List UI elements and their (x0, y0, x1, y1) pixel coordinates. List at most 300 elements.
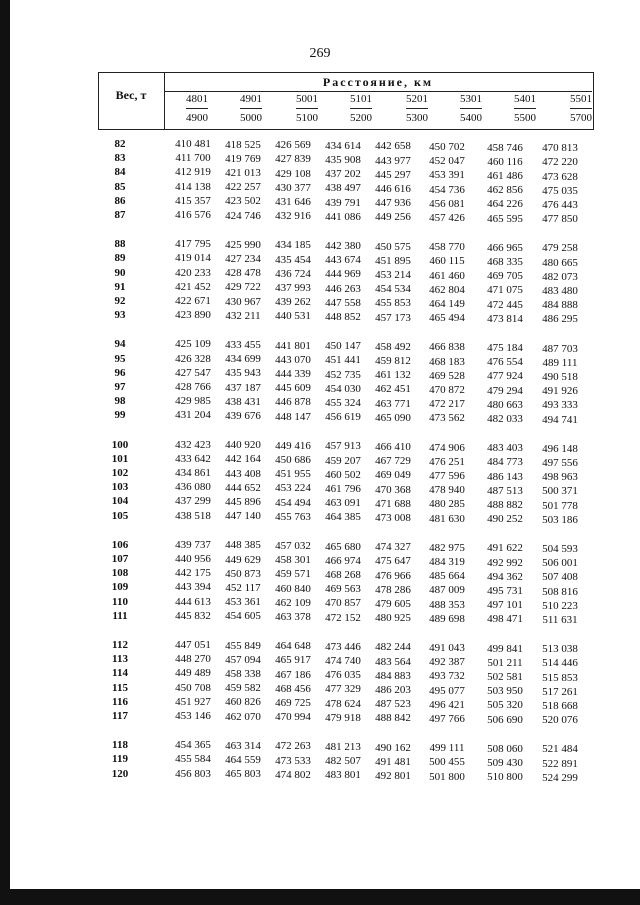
weight-cell: 103 (111, 481, 129, 494)
value-cell: 462 109 (275, 596, 311, 609)
table-row (0, 710, 640, 727)
value-cell: 476 035 (325, 669, 361, 682)
weight-cell: 110 (112, 595, 128, 608)
value-cell: 469 049 (375, 469, 411, 482)
value-cell: 454 365 (175, 739, 211, 752)
value-cell: 479 918 (325, 711, 361, 724)
value-cell: 450 147 (325, 340, 361, 353)
value-cell: 515 853 (542, 671, 578, 684)
value-cell: 429 985 (175, 395, 211, 408)
value-cell: 451 927 (175, 695, 211, 708)
value-cell: 444 613 (175, 595, 211, 608)
value-cell: 439 737 (175, 538, 211, 551)
value-cell: 498 963 (542, 471, 578, 484)
header-rule (164, 129, 593, 130)
value-cell: 448 852 (325, 310, 361, 323)
value-cell: 454 605 (225, 610, 261, 623)
value-cell: 435 454 (275, 253, 311, 266)
table-row (0, 481, 640, 498)
value-cell: 507 408 (542, 571, 578, 584)
value-cell: 482 073 (542, 270, 578, 283)
value-cell: 479 258 (542, 242, 578, 255)
value-cell: 440 531 (275, 310, 311, 323)
weight-cell: 96 (114, 366, 126, 379)
value-cell: 451 441 (325, 354, 361, 367)
value-cell: 496 148 (542, 442, 578, 455)
value-cell: 491 481 (375, 755, 411, 768)
value-cell: 458 301 (275, 554, 311, 567)
value-cell: 489 111 (542, 356, 578, 369)
value-cell: 430 377 (275, 181, 311, 194)
value-cell: 415 357 (175, 194, 211, 207)
value-cell: 460 502 (325, 468, 361, 481)
value-cell: 428 766 (175, 381, 211, 393)
value-cell: 451 895 (375, 254, 411, 267)
value-cell: 479 605 (375, 597, 411, 610)
value-cell: 432 423 (175, 438, 211, 451)
value-cell: 461 486 (487, 169, 523, 182)
value-cell: 419 769 (225, 152, 261, 165)
distance-range-header (198, 92, 262, 126)
value-cell: 460 116 (487, 155, 523, 168)
value-cell: 483 801 (325, 769, 361, 782)
value-cell: 468 183 (429, 355, 465, 368)
value-cell: 457 913 (325, 440, 361, 453)
range-from: 5101 (350, 92, 372, 109)
value-cell: 472 152 (325, 611, 361, 624)
value-cell: 478 940 (429, 484, 465, 497)
value-cell: 484 319 (429, 556, 465, 568)
weight-cell: 85 (114, 180, 126, 193)
value-cell: 456 081 (429, 197, 465, 210)
value-cell: 459 571 (275, 568, 311, 581)
value-cell: 497 766 (429, 713, 465, 725)
value-cell: 482 975 (429, 541, 465, 554)
value-cell: 517 261 (542, 685, 578, 698)
value-cell: 470 368 (375, 483, 411, 496)
value-cell: 464 648 (275, 640, 311, 653)
value-cell: 438 431 (225, 395, 261, 408)
value-cell: 506 690 (487, 713, 523, 726)
value-cell: 438 518 (175, 509, 211, 522)
weight-cell: 111 (112, 609, 128, 622)
range-from: 5501 (570, 92, 592, 109)
value-cell: 510 800 (487, 771, 523, 784)
value-cell: 484 888 (542, 299, 578, 312)
value-cell: 464 149 (429, 298, 465, 310)
value-cell: 463 378 (275, 610, 311, 623)
range-from: 4801 (186, 92, 208, 109)
value-cell: 421 013 (225, 166, 261, 179)
value-cell: 464 385 (325, 511, 361, 524)
value-cell: 457 032 (275, 539, 311, 552)
table-row (0, 209, 640, 226)
weight-cell: 106 (111, 538, 129, 551)
table-row (0, 152, 640, 169)
value-cell: 448 147 (275, 410, 311, 423)
weight-cell: 97 (114, 381, 126, 393)
value-cell: 447 051 (175, 639, 211, 651)
value-cell: 443 070 (275, 353, 311, 366)
value-cell: 462 804 (429, 283, 465, 296)
value-cell: 490 252 (487, 513, 523, 526)
table-row (0, 252, 640, 269)
weight-cell: 107 (111, 553, 129, 565)
value-cell: 466 410 (375, 440, 411, 453)
value-cell: 421 452 (175, 280, 211, 293)
value-cell: 492 801 (375, 769, 411, 782)
value-cell: 466 965 (487, 241, 523, 254)
value-cell: 503 186 (542, 513, 578, 526)
value-cell: 518 668 (542, 699, 578, 712)
value-cell: 428 478 (225, 267, 261, 280)
value-cell: 476 443 (542, 198, 578, 211)
value-cell: 488 842 (375, 712, 411, 725)
value-cell: 457 426 (429, 212, 465, 224)
value-cell: 437 202 (325, 168, 361, 181)
value-cell: 479 294 (487, 384, 523, 397)
value-cell: 476 966 (375, 569, 411, 582)
value-cell: 432 916 (275, 210, 311, 223)
value-cell: 470 813 (542, 142, 578, 155)
weight-column-header: Вес, т (115, 88, 147, 102)
value-cell: 478 624 (325, 697, 361, 710)
value-cell: 447 140 (225, 510, 261, 523)
value-cell: 437 993 (275, 281, 311, 294)
value-cell: 462 451 (375, 383, 411, 396)
value-cell: 486 143 (487, 470, 523, 483)
value-cell: 457 094 (225, 653, 261, 666)
value-cell: 460 840 (275, 582, 311, 595)
value-cell: 429 722 (225, 281, 261, 294)
value-cell: 483 403 (487, 442, 523, 455)
distance-range-header (472, 92, 536, 126)
weight-cell: 118 (112, 739, 128, 752)
value-cell: 453 391 (429, 169, 465, 182)
table-row (0, 610, 640, 624)
value-cell: 492 387 (429, 656, 465, 669)
value-cell: 472 263 (275, 740, 311, 753)
table-row (0, 753, 640, 770)
value-cell: 455 324 (325, 396, 361, 409)
table-row (0, 768, 640, 782)
value-cell: 484 883 (375, 669, 411, 682)
table-row (0, 267, 640, 281)
table-row (0, 510, 640, 524)
value-cell: 496 421 (429, 698, 465, 711)
value-cell: 459 582 (225, 682, 261, 695)
value-cell: 482 244 (375, 641, 411, 654)
value-cell: 427 547 (175, 366, 211, 379)
weight-cell: 112 (112, 639, 128, 651)
value-cell: 473 628 (542, 170, 578, 183)
table-row (0, 381, 640, 398)
range-to: 5000 (240, 112, 262, 124)
value-cell: 423 502 (225, 195, 261, 208)
value-cell: 422 671 (175, 295, 211, 307)
value-cell: 456 619 (325, 411, 361, 424)
value-cell: 426 328 (175, 352, 211, 365)
value-cell: 514 446 (542, 657, 578, 670)
value-cell: 504 593 (542, 542, 578, 555)
value-cell: 487 513 (487, 484, 523, 497)
value-cell: 473 814 (487, 312, 523, 325)
value-cell: 446 616 (375, 182, 411, 195)
range-from: 5401 (514, 92, 536, 109)
value-cell: 419 014 (175, 252, 211, 265)
value-cell: 434 185 (275, 239, 311, 252)
table-row (0, 581, 640, 598)
weight-cell: 89 (114, 252, 126, 265)
weight-cell: 117 (112, 710, 128, 722)
weight-cell: 90 (114, 266, 126, 279)
table-row (0, 195, 640, 209)
value-cell: 458 338 (225, 667, 261, 680)
weight-cell: 98 (114, 395, 126, 408)
value-cell: 445 297 (375, 168, 411, 181)
table-row (0, 553, 640, 570)
value-cell: 442 164 (225, 453, 261, 466)
value-cell: 461 460 (429, 269, 465, 282)
value-cell: 448 385 (225, 539, 261, 552)
value-cell: 499 111 (429, 742, 465, 755)
value-cell: 491 622 (487, 542, 523, 555)
value-cell: 450 702 (429, 141, 465, 153)
value-cell: 445 832 (175, 609, 211, 622)
weight-cell: 120 (111, 767, 129, 780)
value-cell: 436 724 (275, 267, 311, 280)
value-cell: 410 481 (175, 138, 211, 150)
value-cell: 447 936 (375, 197, 411, 210)
value-cell: 483 480 (542, 284, 578, 297)
weight-cell: 101 (111, 452, 129, 465)
value-cell: 450 575 (375, 240, 411, 253)
value-cell: 449 489 (175, 667, 211, 680)
value-cell: 447 558 (325, 296, 361, 309)
value-cell: 454 494 (275, 496, 311, 509)
weight-cell: 94 (114, 338, 126, 351)
value-cell: 468 335 (487, 255, 523, 268)
distance-header: Расстояние, км (164, 75, 592, 92)
value-cell: 460 826 (225, 696, 261, 709)
value-cell: 462 856 (487, 184, 523, 197)
distance-range-header (528, 92, 592, 126)
value-cell: 451 955 (275, 468, 311, 481)
value-cell: 442 175 (175, 567, 211, 580)
value-cell: 467 186 (275, 668, 311, 681)
value-cell: 458 746 (487, 141, 523, 154)
value-cell: 469 563 (325, 583, 361, 596)
value-cell: 437 299 (175, 495, 211, 508)
weight-cell: 87 (114, 209, 126, 221)
value-cell: 455 853 (375, 297, 411, 310)
value-cell: 443 674 (325, 254, 361, 267)
value-cell: 414 138 (175, 180, 211, 193)
value-cell: 442 380 (325, 239, 361, 252)
value-cell: 418 525 (225, 138, 261, 151)
range-to: 5500 (514, 112, 536, 124)
value-cell: 444 969 (325, 268, 361, 281)
value-cell: 420 233 (175, 266, 211, 279)
value-cell: 454 736 (429, 183, 465, 196)
range-to: 5100 (296, 112, 318, 124)
value-cell: 486 295 (542, 313, 578, 326)
value-cell: 459 812 (375, 354, 411, 367)
table-row (0, 567, 640, 584)
value-cell: 450 873 (225, 567, 261, 580)
range-to: 4900 (186, 112, 208, 124)
value-cell: 482 033 (487, 412, 523, 425)
value-cell: 469 725 (275, 696, 311, 709)
value-cell: 493 732 (429, 670, 465, 683)
table-row (0, 309, 640, 326)
value-cell: 444 652 (225, 481, 261, 494)
value-cell: 470 857 (325, 597, 361, 610)
value-cell: 492 992 (487, 556, 523, 569)
weight-cell: 104 (111, 495, 129, 508)
value-cell: 494 362 (487, 570, 523, 583)
table-row (0, 338, 640, 355)
value-cell: 468 268 (325, 568, 361, 581)
value-cell: 522 891 (542, 757, 578, 770)
value-cell: 502 581 (487, 670, 523, 683)
table-row (0, 138, 640, 155)
value-cell: 462 070 (225, 710, 261, 723)
value-cell: 469 705 (487, 270, 523, 283)
weight-cell: 102 (111, 467, 129, 479)
value-cell: 476 251 (429, 455, 465, 468)
value-cell: 464 559 (225, 753, 261, 766)
value-cell: 430 967 (225, 295, 261, 308)
value-cell: 468 456 (275, 682, 311, 695)
value-cell: 461 132 (375, 369, 411, 382)
value-cell: 491 043 (429, 642, 465, 654)
table-row (0, 367, 640, 381)
value-cell: 411 700 (175, 152, 211, 165)
value-cell: 488 882 (487, 498, 523, 511)
value-cell: 487 703 (542, 342, 578, 355)
value-cell: 500 455 (429, 756, 465, 769)
weight-cell: 83 (114, 152, 126, 165)
value-cell: 424 746 (225, 209, 261, 222)
value-cell: 439 676 (225, 409, 261, 422)
value-cell: 460 115 (429, 255, 465, 268)
value-cell: 477 596 (429, 470, 465, 482)
value-cell: 484 773 (487, 456, 523, 469)
value-cell: 463 314 (225, 739, 261, 752)
value-cell: 511 631 (542, 613, 578, 626)
weight-cell: 115 (112, 681, 128, 694)
value-cell: 470 872 (429, 384, 465, 396)
value-cell: 490 518 (542, 370, 578, 383)
value-cell: 494 741 (542, 413, 578, 426)
distance-range-header (308, 92, 372, 126)
value-cell: 503 950 (487, 685, 523, 698)
range-from: 5301 (460, 92, 482, 109)
value-cell: 461 796 (325, 482, 361, 495)
value-cell: 477 924 (487, 370, 523, 383)
value-cell: 452 117 (225, 581, 261, 594)
value-cell: 497 556 (542, 456, 578, 469)
value-cell: 481 630 (429, 512, 465, 525)
range-to: 5700 (570, 112, 592, 124)
value-cell: 497 101 (487, 599, 523, 612)
value-cell: 474 327 (375, 541, 411, 554)
value-cell: 500 371 (542, 485, 578, 498)
table-row (0, 539, 640, 553)
value-cell: 473 562 (429, 412, 465, 425)
value-cell: 495 077 (429, 684, 465, 697)
table-row (0, 682, 640, 696)
value-cell: 473 533 (275, 754, 311, 767)
value-cell: 426 569 (275, 139, 311, 152)
weight-cell: 109 (111, 581, 129, 594)
value-cell: 457 173 (375, 311, 411, 324)
value-cell: 429 108 (275, 167, 311, 180)
weight-cell: 84 (114, 166, 126, 179)
value-cell: 488 353 (429, 598, 465, 611)
table-row (0, 166, 640, 183)
value-cell: 476 554 (487, 356, 523, 369)
value-cell: 434 699 (225, 353, 261, 366)
value-cell: 450 708 (175, 681, 211, 694)
value-cell: 412 919 (175, 166, 211, 179)
weight-cell: 116 (112, 695, 128, 708)
value-cell: 444 339 (275, 367, 311, 380)
value-cell: 520 076 (542, 714, 578, 727)
value-cell: 453 224 (275, 482, 311, 495)
value-cell: 431 646 (275, 195, 311, 208)
value-cell: 443 408 (225, 467, 261, 480)
value-cell: 472 220 (542, 156, 578, 169)
weight-cell: 82 (114, 138, 126, 150)
value-cell: 445 896 (225, 495, 261, 508)
value-cell: 445 609 (275, 382, 311, 395)
value-cell: 465 595 (487, 212, 523, 225)
value-cell: 473 446 (325, 640, 361, 653)
scan-bottom-edge (0, 889, 640, 905)
value-cell: 439 791 (325, 196, 361, 209)
value-cell: 427 234 (225, 252, 261, 265)
range-to: 5200 (350, 112, 372, 124)
value-cell: 477 850 (542, 213, 578, 226)
value-cell: 423 890 (175, 309, 211, 322)
value-cell: 442 658 (375, 140, 411, 153)
weight-cell: 113 (112, 653, 128, 666)
value-cell: 501 211 (487, 656, 523, 669)
weight-cell: 93 (114, 309, 126, 322)
value-cell: 440 956 (175, 553, 211, 565)
table-row (0, 353, 640, 367)
table-row (0, 439, 640, 453)
table-row (0, 739, 640, 756)
value-cell: 425 990 (225, 238, 261, 251)
value-cell: 467 729 (375, 455, 411, 468)
table-row (0, 667, 640, 684)
value-cell: 464 226 (487, 198, 523, 211)
value-cell: 491 926 (542, 385, 578, 398)
weight-cell: 114 (112, 667, 128, 680)
value-cell: 477 329 (325, 683, 361, 696)
value-cell: 417 795 (175, 238, 211, 251)
weight-cell: 86 (114, 194, 126, 207)
value-cell: 433 642 (175, 452, 211, 465)
value-cell: 453 361 (225, 596, 261, 609)
value-cell: 480 925 (375, 612, 411, 625)
value-cell: 475 647 (375, 555, 411, 568)
value-cell: 453 214 (375, 268, 411, 281)
value-cell: 449 256 (375, 211, 411, 224)
